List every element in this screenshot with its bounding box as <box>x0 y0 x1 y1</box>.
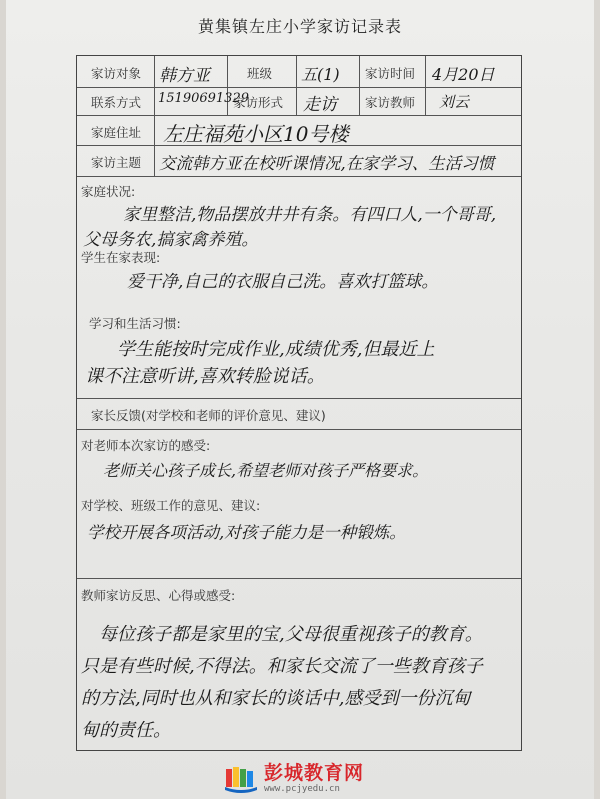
habits-label: 学习和生活习惯: <box>89 316 181 331</box>
visit-time-label: 家访时间 <box>365 66 416 81</box>
habits-line-1: 学生能按时完成作业,成绩优秀,但最近上 <box>117 339 435 360</box>
family-line-1: 家里整洁,物品摆放井井有条。有四口人,一个哥哥, <box>123 205 497 225</box>
topic-label: 家访主题 <box>91 155 142 170</box>
habits-line-2: 课不注意听讲,喜欢转脸说话。 <box>85 366 325 387</box>
teacher-value: 刘云 <box>439 93 470 111</box>
contact-value: 15190691329 <box>158 91 249 106</box>
family-label: 家庭状况: <box>81 184 136 199</box>
visit-record-form <box>76 55 522 751</box>
home-behavior-label: 学生在家表现: <box>81 250 161 265</box>
topic-value: 交流韩方亚在校听课情况,在家学习、生活习惯 <box>159 154 495 173</box>
open-book-icon <box>224 765 258 793</box>
suggestion-line-1: 学校开展各项活动,对孩子能力是一种锻炼。 <box>87 523 406 542</box>
visit-form-label: 家访形式 <box>233 95 284 110</box>
teacher-label: 家访教师 <box>365 95 416 110</box>
paper-sheet <box>6 0 594 799</box>
feeling-label: 对老师本次家访的感受: <box>81 438 211 453</box>
class-value: 五(1) <box>301 65 340 84</box>
suggestion-label: 对学校、班级工作的意见、建议: <box>81 498 261 513</box>
reflection-line-4: 甸的责任。 <box>81 720 171 741</box>
watermark-url: www.pcjyedu.cn <box>264 784 340 794</box>
visit-time-value: 4月20日 <box>432 65 495 84</box>
contact-label: 联系方式 <box>91 95 142 110</box>
visit-object-value: 韩方亚 <box>159 66 210 86</box>
page-title: 黄集镇左庄小学家访记录表 <box>197 17 402 36</box>
watermark-name: 彭城教育网 <box>264 762 365 784</box>
reflection-line-2: 只是有些时候,不得法。和家长交流了一些教育孩子 <box>81 656 483 677</box>
parent-feedback-label: 家长反馈(对学校和老师的评价意见、建议) <box>91 408 326 423</box>
watermark-logo <box>224 764 364 794</box>
feeling-line-1: 老师关心孩子成长,希望老师对孩子严格要求。 <box>103 461 429 480</box>
home-behavior-line-1: 爱干净,自己的衣服自己洗。喜欢打篮球。 <box>127 272 439 292</box>
reflection-line-1: 每位孩子都是家里的宝,父母很重视孩子的教育。 <box>99 624 483 645</box>
family-line-2: 父母务农,搞家禽养殖。 <box>83 230 259 250</box>
address-label: 家庭住址 <box>91 125 142 140</box>
reflection-label: 教师家访反思、心得或感受: <box>81 588 236 603</box>
visit-form-value: 走访 <box>303 95 337 115</box>
visit-object-label: 家访对象 <box>91 66 142 81</box>
class-label: 班级 <box>247 66 273 81</box>
address-value: 左庄福苑小区10号楼 <box>163 122 349 146</box>
reflection-line-3: 的方法,同时也从和家长的谈话中,感受到一份沉甸 <box>81 688 471 709</box>
